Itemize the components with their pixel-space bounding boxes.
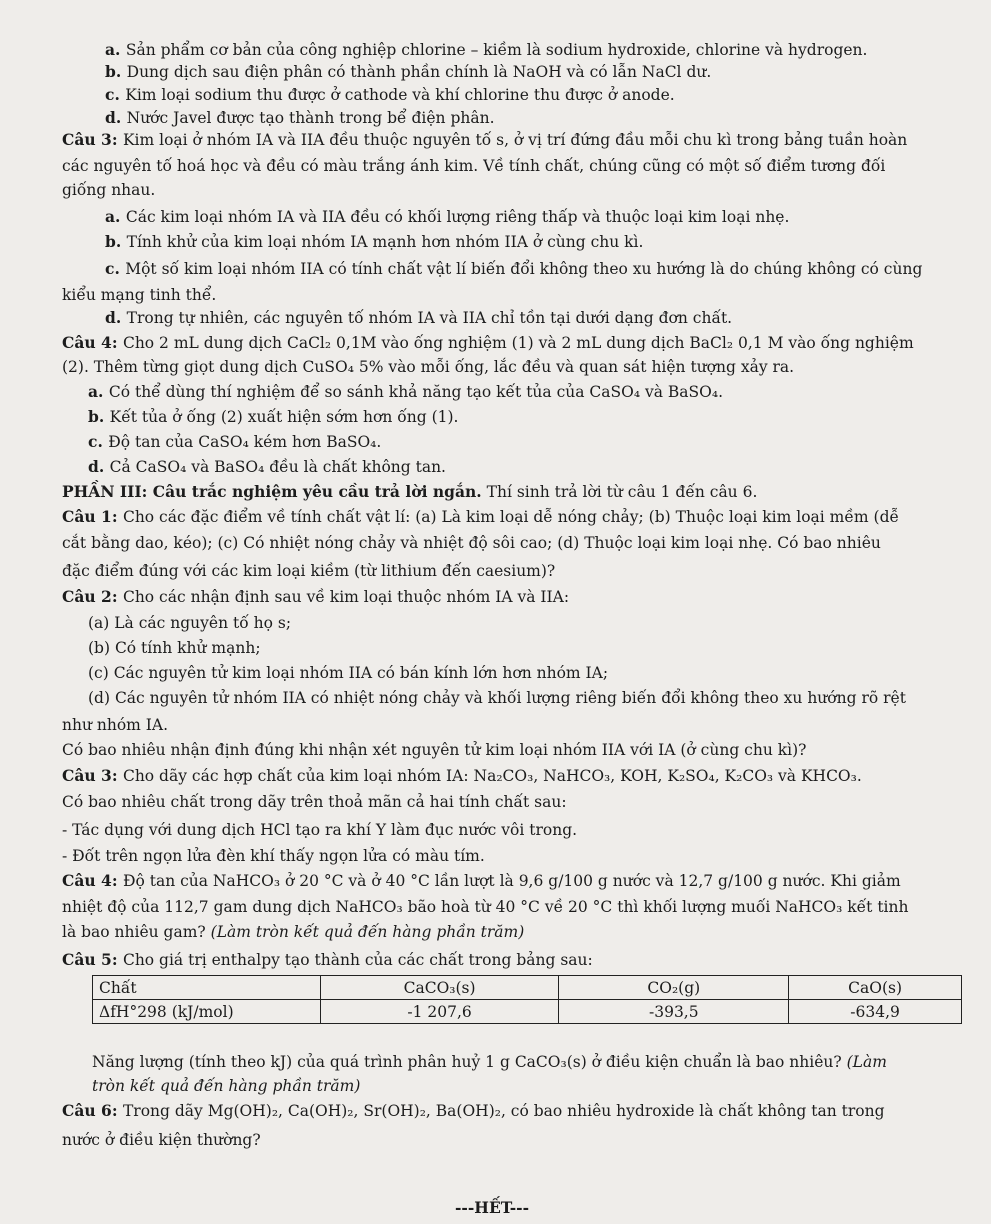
text-segment: Thí sinh trả lời từ câu 1 đến câu 6.	[481, 483, 758, 501]
end-marker: ---HẾT---	[455, 1198, 530, 1217]
text-segment: (Làm	[846, 1053, 887, 1071]
text-line	[62, 561, 555, 581]
text-segment: đặc điểm đúng với các kim loại kiềm (từ lithium đến caesium)?	[62, 562, 556, 580]
text-segment: tròn kết quả đến hàng phần trăm)	[92, 1077, 361, 1095]
text-line	[62, 715, 168, 735]
text-segment: như nhóm IA.	[62, 716, 169, 734]
text-line	[105, 40, 867, 60]
table-header-row	[93, 976, 962, 1000]
text-segment: Năng lượng (tính theo kJ) của quá trình phân huỷ 1 g CaCO₃(s) ở điều kiện chuẩn là bao nhiêu?	[92, 1053, 847, 1071]
table-cell-val-2: -634,9	[789, 1000, 962, 1024]
text-line	[62, 897, 908, 917]
text-line	[105, 308, 732, 328]
text-segment: nước ở điều kiện thường?	[62, 1131, 261, 1149]
text-line	[105, 207, 789, 227]
text-segment: - Tác dụng với dung dịch HCl tạo ra khí Y làm đục nước vôi trong.	[62, 821, 578, 839]
text-segment: Câu 5:	[62, 950, 123, 969]
text-segment: Độ tan của CaSO₄ kém hơn BaSO₄.	[108, 433, 382, 451]
text-segment: b.	[105, 62, 127, 81]
text-segment: (2). Thêm từng giọt dung dịch CuSO₄ 5% vào mỗi ống, lắc đều và quan sát hiện tượng xảy ra.	[62, 358, 795, 376]
text-segment: là bao nhiêu gam?	[62, 923, 211, 941]
text-line	[88, 663, 608, 683]
text-segment: b.	[88, 407, 110, 426]
text-segment: Cho giá trị enthalpy tạo thành của các chất trong bảng sau:	[122, 951, 593, 969]
text-line	[105, 108, 495, 128]
text-segment: giống nhau.	[62, 181, 156, 199]
text-segment: Trong dãy Mg(OH)₂, Ca(OH)₂, Sr(OH)₂, Ba(OH)₂, có bao nhiêu hydroxide là chất không tan trong	[122, 1102, 885, 1120]
text-segment: a.	[88, 382, 109, 401]
table-cell-header-label: Chất	[93, 976, 321, 1000]
text-line	[88, 407, 458, 427]
text-segment: a.	[105, 40, 126, 59]
text-segment: Độ tan của NaHCO₃ ở 20 °C và ở 40 °C lần lượt là 9,6 g/100 g nước và 12,7 g/100 g nước. Khi giảm	[122, 872, 901, 890]
text-segment: Kim loại ở nhóm IA và IIA đều thuộc nguyên tố s, ở vị trí đứng đầu mỗi chu kì trong bảng tuần hoàn	[122, 131, 908, 149]
table-value-row	[93, 1000, 962, 1024]
text-segment: cắt bằng dao, kéo); (c) Có nhiệt nóng chảy và nhiệt độ sôi cao; (d) Thuộc loại kim loại nhẹ. Có bao nhiêu	[62, 534, 881, 552]
text-segment: Trong tự nhiên, các nguyên tố nhóm IA và IIA chỉ tồn tại dưới dạng đơn chất.	[126, 309, 733, 327]
text-line	[62, 740, 806, 760]
table-cell-col-2: CaO(s)	[789, 976, 962, 1000]
text-segment: PHẦN III: Câu trắc nghiệm yêu cầu trả lời ngắn.	[62, 482, 482, 501]
text-segment: Kết tủa ở ống (2) xuất hiện sớm hơn ống (1).	[109, 408, 459, 426]
text-line	[62, 950, 593, 970]
text-segment: Câu 3:	[62, 766, 123, 785]
text-line	[105, 85, 675, 105]
text-line	[62, 871, 901, 891]
text-line	[88, 613, 291, 633]
text-segment: Cho dãy các hợp chất của kim loại nhóm IA: Na₂CO₃, NaHCO₃, KOH, K₂SO₄, K₂CO₃ và KHCO₃.	[122, 767, 862, 785]
text-line	[62, 533, 881, 553]
text-line	[62, 333, 914, 353]
text-segment: Cả CaSO₄ và BaSO₄ đều là chất không tan.	[109, 458, 446, 476]
text-line	[92, 1076, 360, 1096]
text-line	[88, 382, 723, 402]
text-line	[105, 62, 711, 82]
text-segment: nhiệt độ của 112,7 gam dung dịch NaHCO₃ bão hoà từ 40 °C về 20 °C thì khối lượng muối NaHCO₃ kết tinh	[62, 898, 909, 916]
text-segment: b.	[105, 232, 127, 251]
text-line	[88, 457, 446, 477]
text-line	[62, 482, 757, 502]
text-segment: a.	[105, 207, 126, 226]
text-line	[105, 232, 643, 252]
text-segment: c.	[88, 432, 109, 451]
text-line	[62, 766, 862, 786]
text-line	[62, 1130, 261, 1150]
text-segment: Có bao nhiêu nhận định đúng khi nhận xét nguyên tử kim loại nhóm IIA với IA (ở cùng chu kì)?	[62, 741, 807, 759]
table-cell-col-0: CaCO₃(s)	[320, 976, 559, 1000]
text-segment: Có thể dùng thí nghiệm để so sánh khả năng tạo kết tủa của CaSO₄ và BaSO₄.	[108, 383, 724, 401]
enthalpy-table	[92, 975, 962, 1024]
table-cell-val-0: -1 207,6	[320, 1000, 559, 1024]
text-line	[92, 1052, 887, 1072]
text-segment: Cho các nhận định sau về kim loại thuộc nhóm IA và IIA:	[122, 588, 570, 606]
text-line	[62, 922, 524, 942]
text-line	[88, 638, 261, 658]
text-line	[62, 820, 577, 840]
text-line	[62, 180, 155, 200]
text-segment: d.	[105, 108, 127, 127]
text-segment: Câu 1:	[62, 507, 123, 526]
text-line	[62, 357, 794, 377]
table-cell-row-label: ΔfH°298 (kJ/mol)	[93, 1000, 321, 1024]
text-segment: (Làm tròn kết quả đến hàng phần trăm)	[210, 923, 525, 941]
text-segment: Dung dịch sau điện phân có thành phần chính là NaOH và có lẫn NaCl dư.	[126, 63, 712, 81]
text-segment: Một số kim loại nhóm IIA có tính chất vật lí biến đổi không theo xu hướng là do chúng không có cùng	[125, 260, 923, 278]
text-segment: Cho 2 mL dung dịch CaCl₂ 0,1M vào ống nghiệm (1) và 2 mL dung dịch BaCl₂ 0,1 M vào ống nghiệm	[122, 334, 914, 352]
text-segment: các nguyên tố hoá học và đều có màu trắng ánh kim. Về tính chất, chúng cũng có một số điểm tương đối	[62, 157, 886, 175]
text-segment: Câu 3:	[62, 130, 123, 149]
text-segment: d.	[105, 308, 127, 327]
text-line	[105, 259, 922, 279]
text-segment: - Đốt trên ngọn lửa đèn khí thấy ngọn lửa có màu tím.	[62, 847, 485, 865]
text-segment: Có bao nhiêu chất trong dãy trên thoả mãn cả hai tính chất sau:	[62, 793, 567, 811]
text-segment: Câu 2:	[62, 587, 123, 606]
table-cell-col-1: CO₂(g)	[559, 976, 789, 1000]
text-segment: Sản phẩm cơ bản của công nghiệp chlorine – kiềm là sodium hydroxide, chlorine và hydrogen.	[125, 41, 868, 59]
text-segment: Câu 4:	[62, 871, 123, 890]
text-line	[62, 846, 485, 866]
text-line	[88, 432, 381, 452]
text-line	[62, 792, 567, 812]
text-segment: c.	[105, 259, 126, 278]
text-line	[62, 507, 899, 527]
text-line	[62, 285, 216, 305]
text-segment: Tính khử của kim loại nhóm IA mạnh hơn nhóm IIA ở cùng chu kì.	[126, 233, 644, 251]
text-line	[62, 156, 885, 176]
table-cell-val-1: -393,5	[559, 1000, 789, 1024]
text-segment: (a) Là các nguyên tố họ s;	[88, 614, 292, 632]
text-line	[62, 130, 907, 150]
text-segment: c.	[105, 85, 126, 104]
text-line	[62, 1101, 885, 1121]
text-segment: Câu 6:	[62, 1101, 123, 1120]
text-segment: Cho các đặc điểm về tính chất vật lí: (a) Là kim loại dễ nóng chảy; (b) Thuộc loại kim loại mềm (dễ	[122, 508, 900, 526]
text-segment: (b) Có tính khử mạnh;	[88, 639, 261, 657]
text-line	[88, 688, 906, 708]
text-segment: kiểu mạng tinh thể.	[62, 286, 217, 304]
text-segment: Kim loại sodium thu được ở cathode và khí chlorine thu được ở anode.	[125, 86, 675, 104]
text-segment: (c) Các nguyên tử kim loại nhóm IIA có bán kính lớn hơn nhóm IA;	[88, 664, 609, 682]
text-line	[62, 587, 569, 607]
text-segment: Câu 4:	[62, 333, 123, 352]
text-segment: d.	[88, 457, 110, 476]
text-segment: Các kim loại nhóm IA và IIA đều có khối lượng riêng thấp và thuộc loại kim loại nhẹ.	[125, 208, 790, 226]
text-segment: (d) Các nguyên tử nhóm IIA có nhiệt nóng chảy và khối lượng riêng biến đổi không theo xu hướng rõ rệt	[88, 689, 906, 707]
text-segment: Nước Javel được tạo thành trong bể điện phân.	[126, 109, 495, 127]
